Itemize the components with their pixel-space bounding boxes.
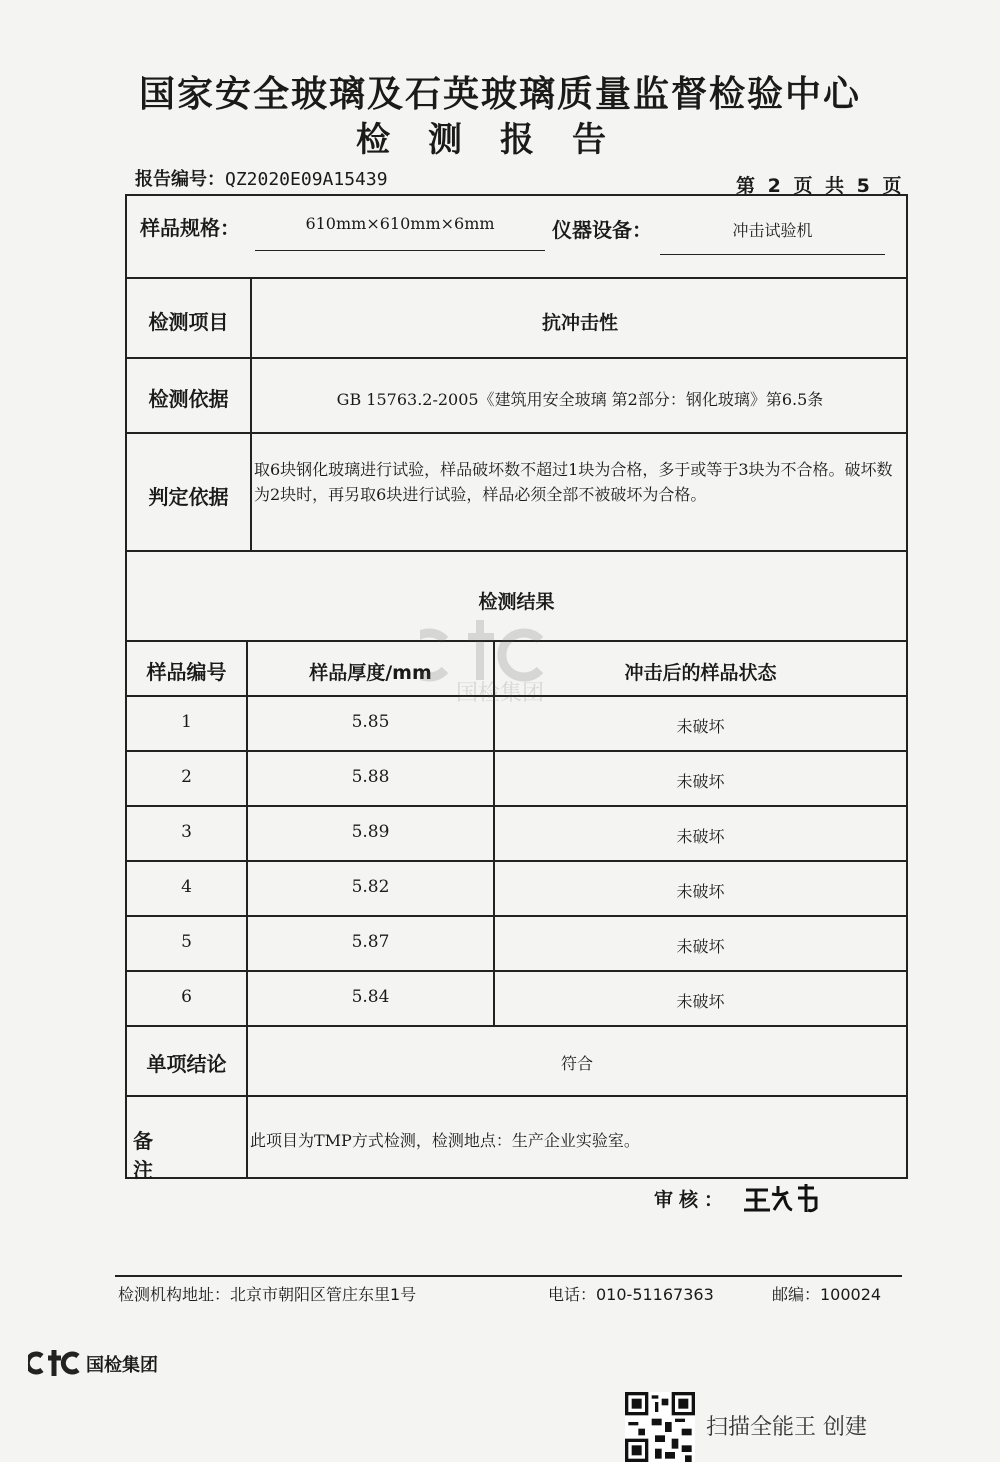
sample-spec-label: 样品规格： (140, 216, 240, 240)
divider (125, 357, 908, 359)
watermark-text: 国检集团 (455, 681, 545, 705)
sample-no: 1 (181, 712, 192, 732)
sample-state: 未破坏 (676, 827, 725, 846)
scanner-credit: 扫描全能王 创建 (706, 1415, 867, 1440)
qr-code-icon (625, 1392, 695, 1462)
test-item-value: 抗冲击性 (541, 312, 618, 334)
divider (125, 1025, 908, 1027)
sample-no: 3 (181, 822, 192, 842)
page-info: 第 2 页 共 5 页 (736, 175, 905, 197)
sample-thickness: 5.87 (351, 932, 390, 952)
sample-no: 2 (181, 767, 192, 787)
lab-postcode: 邮编：100024 (772, 1285, 882, 1304)
equipment-label: 仪器设备： (552, 218, 652, 242)
results-title: 检测结果 (478, 591, 555, 613)
col-header-sample-no: 样品编号 (146, 660, 227, 684)
sample-thickness: 5.89 (351, 822, 390, 842)
sample-thickness: 5.85 (351, 712, 390, 732)
lab-phone: 电话：010-51167363 (548, 1285, 714, 1304)
audit-label: 审核： (654, 1189, 730, 1211)
footer-divider (115, 1275, 902, 1277)
lab-address: 检测机构地址：北京市朝阳区管庄东里1号 (118, 1285, 417, 1304)
conclusion-label: 单项结论 (146, 1052, 227, 1076)
test-basis-label: 检测依据 (148, 387, 229, 411)
divider (125, 277, 908, 279)
sample-state: 未破坏 (676, 772, 725, 791)
sample-state: 未破坏 (676, 717, 725, 736)
col-header-thickness: 样品厚度/mm (309, 662, 432, 684)
sample-thickness: 5.88 (351, 767, 390, 787)
ctc-logo-icon (28, 1348, 84, 1378)
sample-no: 5 (181, 932, 192, 952)
divider (125, 915, 908, 917)
divider (125, 805, 908, 807)
remarks-value: 此项目为TMP方式检测，检测地点：生产企业实验室。 (250, 1131, 640, 1150)
col-header-state: 冲击后的样品状态 (624, 662, 777, 684)
test-basis-value: GB 15763.2-2005《建筑用安全玻璃 第2部分：钢化玻璃》第6.5条 (336, 390, 824, 409)
remarks-label: 备注 (133, 1129, 199, 1182)
sample-thickness: 5.84 (351, 987, 390, 1007)
sample-thickness: 5.82 (351, 877, 390, 897)
company-name: 国检集团 (86, 1355, 158, 1376)
divider (125, 970, 908, 972)
sample-spec-value: 610mm×610mm×6mm (305, 214, 495, 233)
divider (125, 1095, 908, 1097)
report-number-value: QZ2020E09A15439 (225, 169, 388, 190)
report-number-label: 报告编号： (135, 169, 225, 190)
divider (125, 750, 908, 752)
underline (255, 250, 545, 251)
sample-state: 未破坏 (676, 992, 725, 1011)
conclusion-value: 符合 (560, 1054, 593, 1073)
divider (125, 860, 908, 862)
report-number (135, 165, 388, 191)
equipment-value: 冲击试验机 (732, 221, 813, 240)
judge-basis-value: 取6块钢化玻璃进行试验，样品破坏数不超过1块为合格，多于或等于3块为不合格。破坏数为2块时，再另取6块进行试验，样品必须全部不被破坏为合格。 (254, 460, 893, 504)
org-title: 国家安全玻璃及石英玻璃质量监督检验中心 (138, 74, 861, 115)
underline (660, 254, 885, 255)
sample-state: 未破坏 (676, 937, 725, 956)
judge-basis-label: 判定依据 (148, 485, 229, 509)
sample-no: 6 (181, 987, 192, 1007)
doc-title: 检测报告 (356, 120, 644, 160)
divider (125, 432, 908, 434)
sample-state: 未破坏 (676, 882, 725, 901)
test-item-label: 检测项目 (148, 310, 229, 334)
watermark-logo-icon (420, 605, 580, 705)
divider (125, 550, 908, 552)
sample-no: 4 (181, 877, 192, 897)
signature-icon (742, 1180, 822, 1216)
